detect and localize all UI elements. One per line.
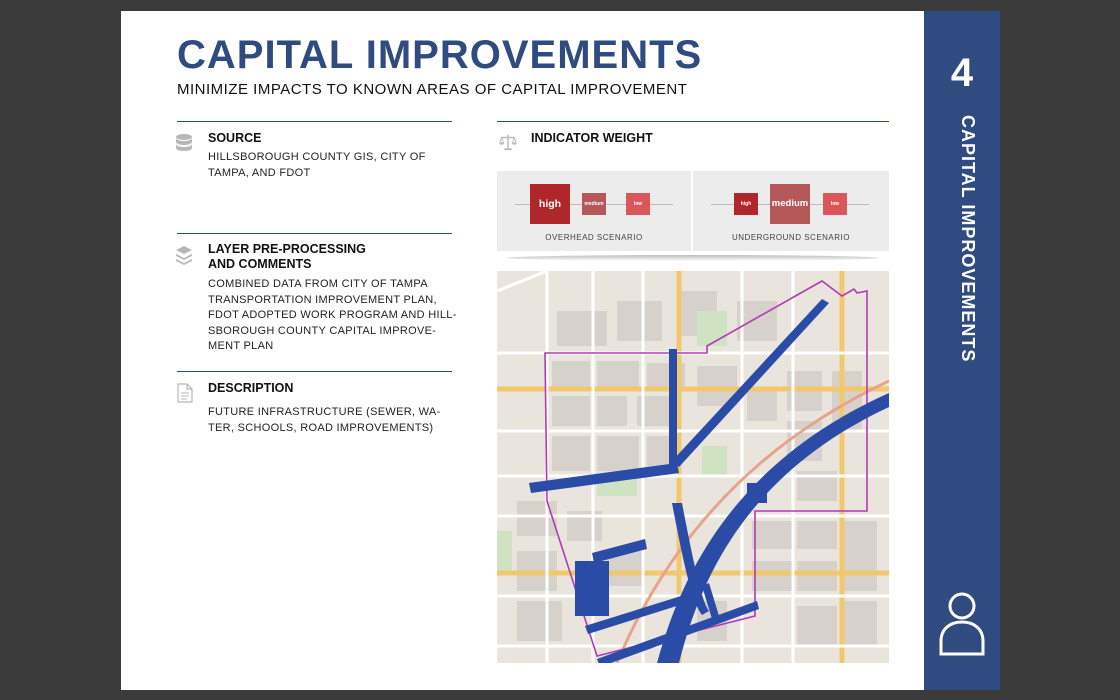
layer-line: SBOROUGH COUNTY CAPITAL IMPROVE- (208, 324, 437, 337)
indicator-weight-panel (497, 171, 889, 251)
page-title: CAPITAL IMPROVEMENTS (177, 33, 703, 77)
layer-line: COMBINED DATA FROM CITY OF TAMPA (208, 278, 428, 290)
description-text (208, 405, 441, 436)
layer-line: TRANSPORTATION IMPROVEMENT PLAN, (208, 293, 437, 306)
weight-medium: medium (582, 193, 606, 215)
layer-heading-line: AND COMMENTS (208, 257, 312, 271)
improvement-site (575, 561, 609, 616)
database-icon (175, 133, 193, 153)
layer-text (208, 277, 457, 355)
weight-low: low (823, 193, 847, 215)
capital-improvements-map (497, 271, 889, 663)
source-line: HILLSBOROUGH COUNTY GIS, CITY OF (208, 151, 426, 163)
page-subtitle: MINIMIZE IMPACTS TO KNOWN AREAS OF CAPITAL IMPROVEMENT (177, 81, 688, 98)
weight-medium: medium (770, 184, 810, 224)
source-text (208, 150, 426, 181)
chapter-sidebar (924, 11, 1000, 690)
scenario-label-overhead: OVERHEAD SCENARIO (545, 233, 643, 242)
improvement-site (747, 483, 767, 503)
layer-line: FDOT ADOPTED WORK PROGRAM AND HILL- (208, 309, 457, 321)
layer-heading (208, 242, 366, 272)
person-icon (938, 591, 986, 657)
road-improvement (669, 349, 677, 466)
weight-high: high (530, 184, 570, 224)
panel-shadow (507, 255, 879, 261)
description-line: FUTURE INFRASTRUCTURE (SEWER, WA- (208, 406, 441, 418)
chapter-number: 4 (950, 51, 974, 95)
description-heading: DESCRIPTION (208, 381, 294, 395)
chapter-title: CAPITAL IMPROVEMENTS (958, 115, 978, 363)
description-line: TER, SCHOOLS, ROAD IMPROVEMENTS) (208, 421, 434, 434)
report-page (121, 11, 924, 690)
layer-line: MENT PLAN (208, 340, 274, 352)
source-heading: SOURCE (208, 131, 262, 145)
weight-high: high (734, 193, 758, 215)
document-icon (176, 383, 194, 403)
layers-icon (175, 245, 193, 265)
divider (177, 371, 452, 372)
scenario-label-underground: UNDERGROUND SCENARIO (731, 233, 850, 242)
layer-heading-line: LAYER PRE-PROCESSING (208, 242, 366, 256)
divider (497, 121, 889, 122)
divider (177, 121, 452, 122)
weight-low: low (626, 193, 650, 215)
scale-icon (499, 132, 517, 152)
divider (177, 233, 452, 234)
indicator-heading: INDICATOR WEIGHT (531, 131, 653, 145)
source-line: TAMPA, AND FDOT (208, 166, 311, 179)
